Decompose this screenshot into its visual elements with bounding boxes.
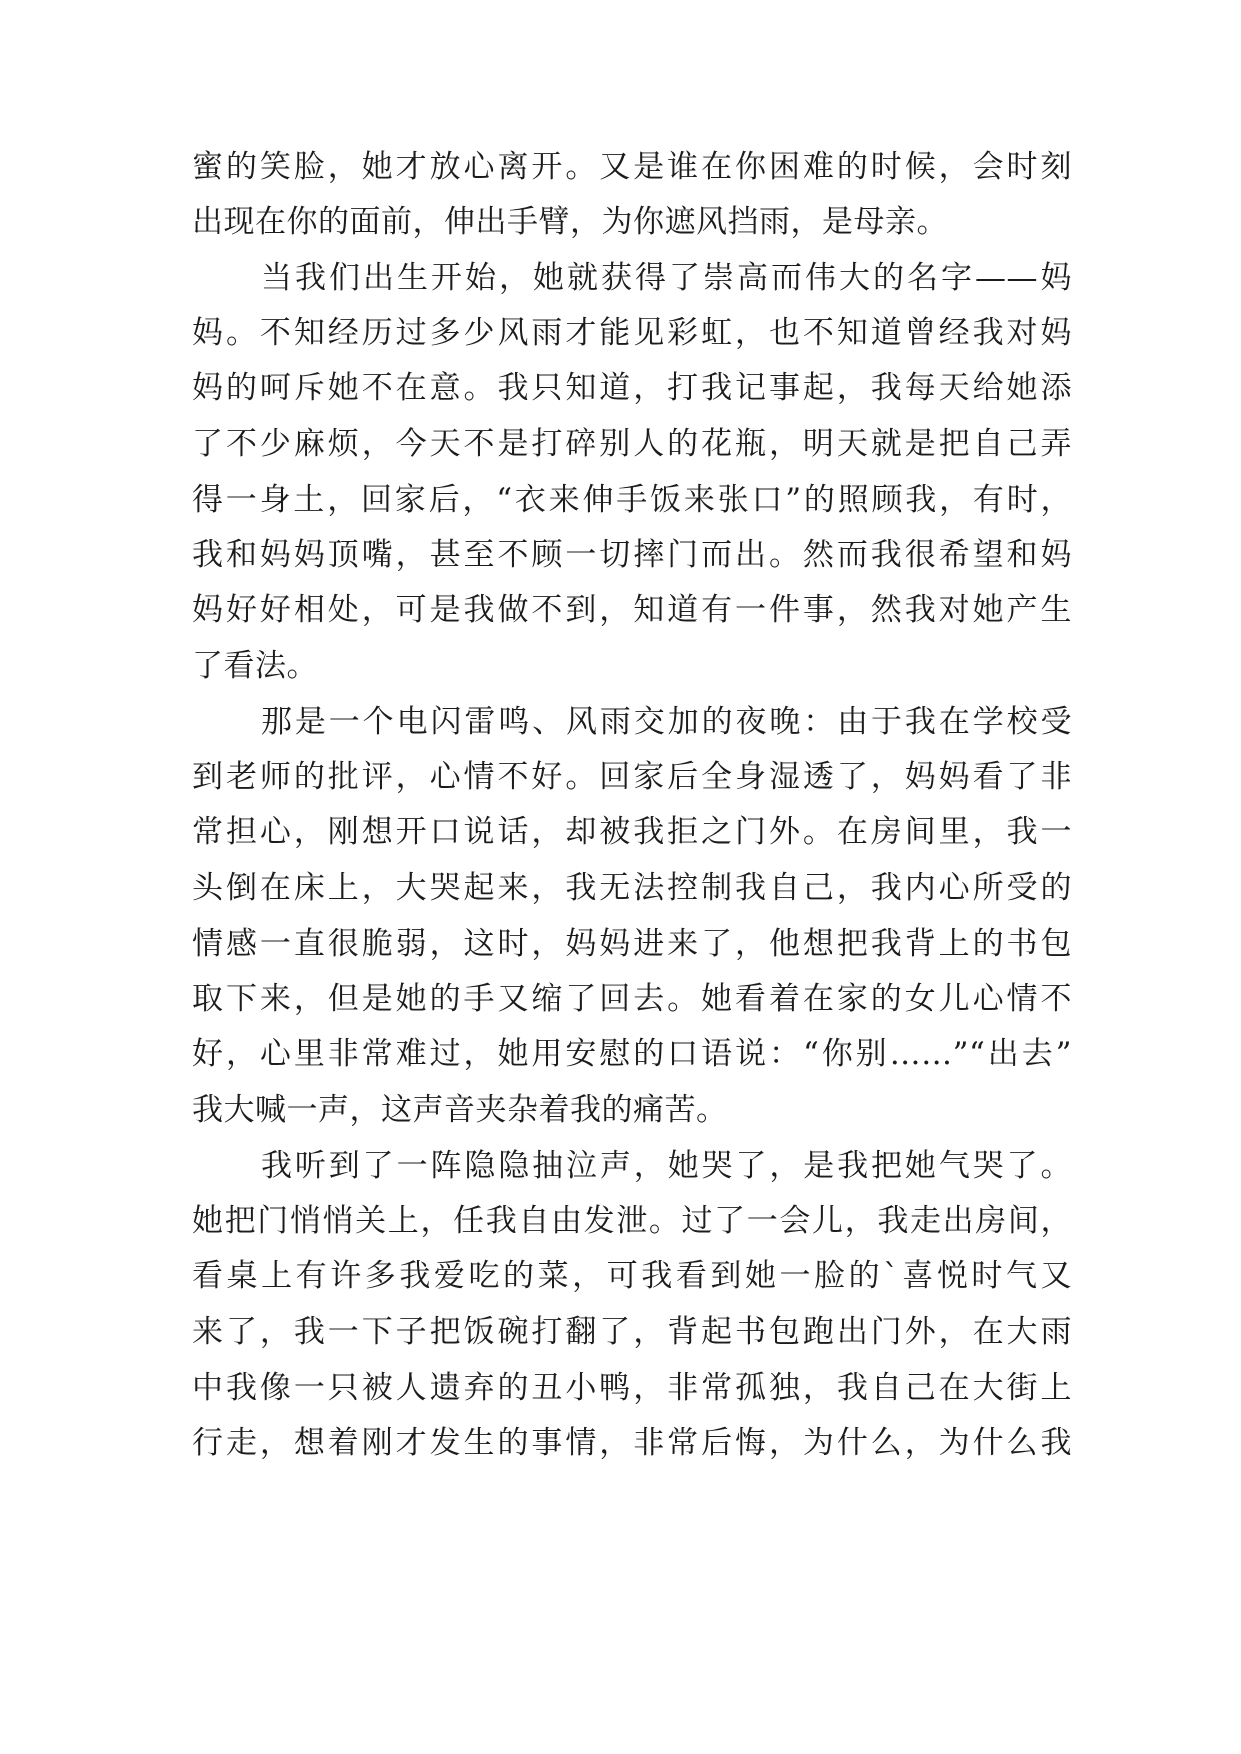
text-line: 来了，我一下子把饭碗打翻了，背起书包跑出门外，在大雨 (192, 1314, 1072, 1350)
text-line: 那是一个电闪雷鸣、风雨交加的夜晚：由于我在学校受 (261, 704, 1072, 740)
text-line: 头倒在床上，大哭起来，我无法控制我自己，我内心所受的 (192, 870, 1072, 906)
text-line: 出现在你的面前，伸出手臂，为你遮风挡雨，是母亲。 (192, 204, 948, 240)
text-line: 妈好好相处，可是我做不到，知道有一件事，然我对她产生 (192, 592, 1072, 628)
text-line: 到老师的批评，心情不好。回家后全身湿透了，妈妈看了非 (192, 759, 1072, 795)
text-line: 妈。不知经历过多少风雨才能见彩虹，也不知道曾经我对妈 (192, 315, 1072, 351)
text-line: 她把门悄悄关上，任我自由发泄。过了一会儿，我走出房间， (192, 1203, 1072, 1239)
text-line: 当我们出生开始，她就获得了崇高而伟大的名字——妈 (261, 260, 1072, 296)
text-line: 我大喊一声，这声音夹杂着我的痛苦。 (192, 1092, 728, 1128)
text-line: 行走，想着刚才发生的事情，非常后悔，为什么，为什么我 (192, 1425, 1072, 1461)
text-line: 中我像一只被人遗弃的丑小鸭，非常孤独，我自己在大街上 (192, 1370, 1072, 1406)
text-line: 妈的呵斥她不在意。我只知道，打我记事起，我每天给她添 (192, 370, 1072, 406)
text-line: 常担心，刚想开口说话，却被我拒之门外。在房间里，我一 (192, 814, 1072, 850)
text-line: 取下来，但是她的手又缩了回去。她看着在家的女儿心情不 (192, 981, 1072, 1017)
text-line: 了看法。 (192, 648, 318, 684)
text-line: 情感一直很脆弱，这时，妈妈进来了，他想把我背上的书包 (192, 926, 1072, 962)
text-line: 好，心里非常难过，她用安慰的口语说：“你别……”“出去” (192, 1036, 1072, 1072)
text-line: 我和妈妈顶嘴，甚至不顾一切摔门而出。然而我很希望和妈 (192, 537, 1072, 573)
text-line: 得一身土，回家后，“衣来伸手饭来张口”的照顾我，有时， (192, 482, 1072, 518)
text-line: 看桌上有许多我爱吃的菜，可我看到她一脸的`喜悦时气又 (192, 1258, 1072, 1294)
text-line: 我听到了一阵隐隐抽泣声，她哭了，是我把她气哭了。 (261, 1148, 1072, 1184)
text-line: 了不少麻烦，今天不是打碎别人的花瓶，明天就是把自己弄 (192, 426, 1072, 462)
text-line: 蜜的笑脸，她才放心离开。又是谁在你困难的时候，会时刻 (192, 149, 1072, 185)
